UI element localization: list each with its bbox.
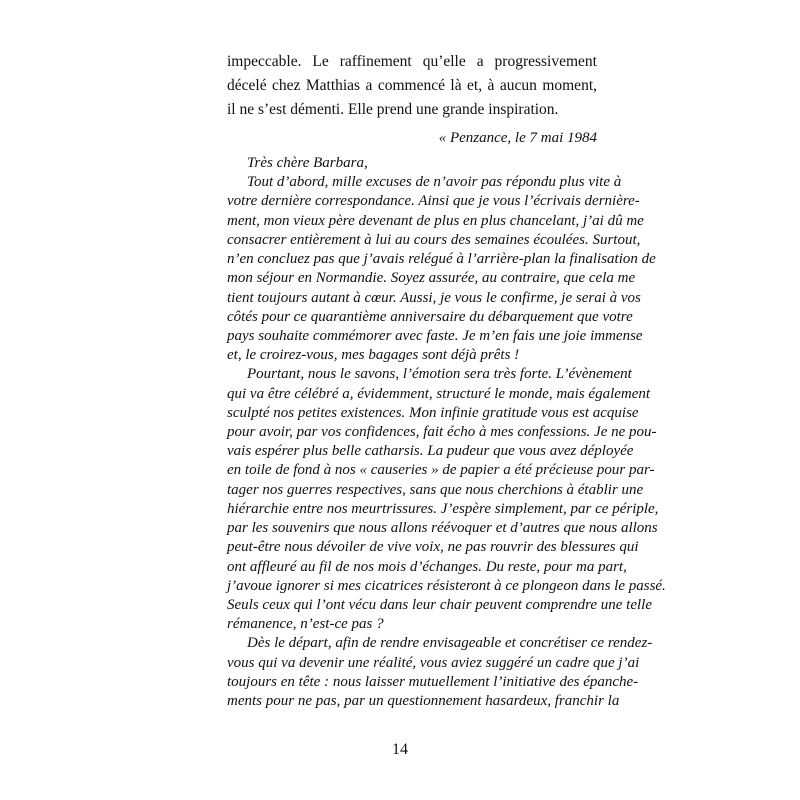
page-number: 14 [392,741,408,758]
letter-line: Tout d’abord, mille excuses de n’avoir pas répondu plus vite à [247,174,622,191]
intro-line-3: il ne s’est démenti. Elle prend une grande inspiration. [227,101,559,118]
letter-line: par les souvenirs que nous allons réévoquer et d’autres que nous allons [227,520,658,537]
letter-line: en toile de fond à nos « causeries » de papier a été précieuse pour par- [227,462,655,479]
letter-line: peut-être nous dévoiler de vive voix, ne pas rouvrir des blessures qui [227,539,639,556]
letter-line: ment, mon vieux père devenant de plus en plus chancelant, j’ai dû me [227,212,644,229]
letter-line: rémanence, n’est-ce pas ? [227,616,384,633]
intro-line-1: impeccable. Le raffinement qu’elle a progressivement [227,53,597,70]
letter-line: tager nos guerres respectives, sans que nous cherchions à établir une [227,481,644,498]
letter-line: consacrer entièrement à lui au cours des semaines écoulées. Surtout, [227,231,641,248]
letter-line: j’avoue ignorer si mes cicatrices résisteront à ce plongeon dans le passé. [227,577,666,594]
letter-line: votre dernière correspondance. Ainsi que je vous l’écrivais dernière- [227,193,640,210]
letter-line: ments pour ne pas, par un questionnement hasardeux, franchir la [227,693,620,709]
letter-line: Seuls ceux qui l’ont vécu dans leur chair peuvent comprendre une telle [227,596,653,613]
letter-line: toujours en tête : nous laisser mutuellement l’initiative des épanche- [227,673,639,690]
letter-line: Pourtant, nous le savons, l’émotion sera très forte. L’évènement [247,366,632,383]
letter-line: tient toujours autant à cœur. Aussi, je vous le confirme, je serai à vos [227,289,641,306]
letter-line: pays souhaite commémorer avec faste. Je m’en fais une joie immense [227,327,643,344]
letter-line: pour avoir, par vos confidences, fait écho à mes confessions. Je ne pou- [227,424,657,440]
intro-line-2: décelé chez Matthias a commencé là et, à aucun moment, [227,77,597,94]
letter-line: sculpté nos petites existences. Mon infinie gratitude vous est acquise [227,404,639,421]
letter-line: vous qui va devenir une réalité, vous aviez suggéré un cadre que j’ai [227,654,640,671]
letter-line: et, le croirez-vous, mes bagages sont déjà prêts ! [227,347,520,364]
letter-line: qui va être célébré a, évidemment, structuré le monde, mais également [227,385,651,402]
letter-line: Dès le départ, afin de rendre envisageable et concrétiser ce rendez- [247,635,653,652]
letter-line: hiérarchie entre nos meurtrissures. J’espère simplement, par ce périple, [227,500,659,517]
letter-salutation: Très chère Barbara, [247,155,368,171]
letter-line: n’en concluez pas que j’avais relégué à l’arrière-plan la finalisation de [227,251,656,268]
letter-line: côtés pour ce quarantième anniversaire du débarquement que votre [227,308,633,325]
letter-line: ont affleuré au fil de nos mois d’échanges. Du reste, pour ma part, [227,558,627,575]
letter-line: mon séjour en Normandie. Soyez assurée, au contraire, que cela me [227,270,636,287]
letter-line: vais espérer plus belle catharsis. La pudeur que vous avez déployée [227,443,634,460]
letter-date-line: « Penzance, le 7 mai 1984 [438,130,597,146]
